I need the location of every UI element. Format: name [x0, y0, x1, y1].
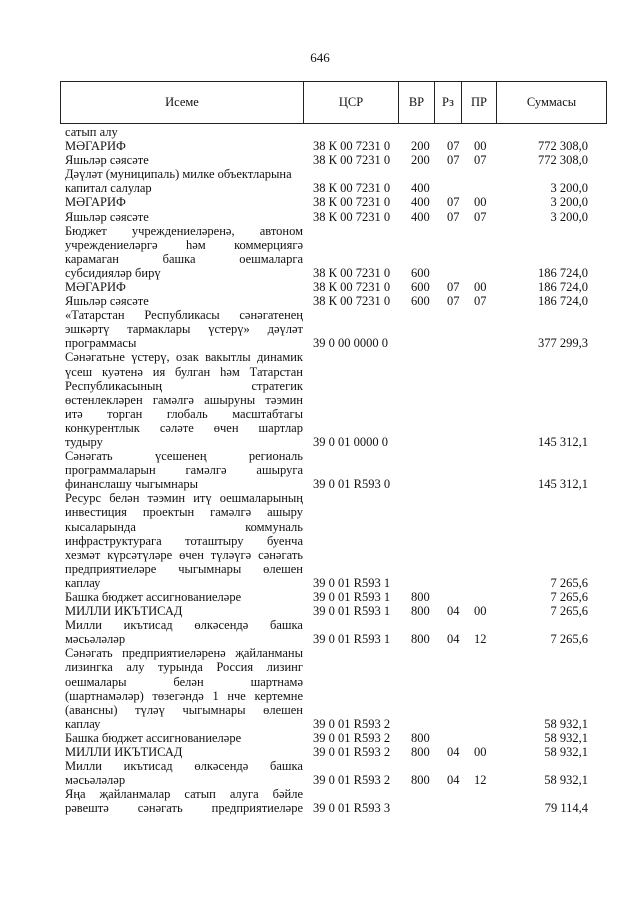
- row-csr: 38 К 00 7231 0: [313, 153, 391, 168]
- row-name: тудыру: [65, 434, 103, 449]
- row-pr: 12: [474, 773, 487, 788]
- row-name: (шартнамәләр) төзегәндә 1 нче кертемне: [65, 688, 303, 703]
- row-pr: 07: [474, 294, 487, 309]
- row-pr: 00: [474, 195, 487, 210]
- row-vr: 800: [411, 604, 430, 619]
- row-pr: 07: [474, 153, 487, 168]
- row-name: Милли икътисад өлкәсендә башка: [65, 759, 303, 774]
- row-csr: 39 0 01 R593 1: [313, 604, 391, 619]
- row-name: Бюджет учреждениеләренә, автоном: [65, 223, 303, 238]
- row-name: сатып алу: [65, 125, 118, 139]
- row-sum: 377 299,3: [538, 336, 588, 351]
- row-csr: 38 К 00 7231 0: [313, 279, 391, 294]
- row-vr: 800: [411, 632, 430, 647]
- row-sum: 79 114,4: [544, 801, 588, 816]
- row-name: үсеш куәтенә ия булган һәм Татарстан: [65, 364, 303, 379]
- row-csr: 39 0 01 R593 0: [313, 477, 391, 492]
- header-csr: ЦСР: [304, 82, 399, 123]
- row-csr: 39 0 01 R593 1: [313, 575, 391, 590]
- row-name: Сәнәгать үсешенең региональ: [65, 449, 303, 464]
- row-vr: 400: [411, 209, 430, 224]
- row-csr: 38 К 00 7231 0: [313, 294, 391, 309]
- row-sum: 58 932,1: [544, 716, 588, 731]
- row-name: карамаган башка оешмаларга: [65, 251, 303, 266]
- header-sum: Суммасы: [526, 95, 577, 109]
- row-vr: 600: [411, 279, 430, 294]
- row-pr: 00: [474, 604, 487, 619]
- row-sum: 7 265,6: [550, 604, 588, 619]
- row-name: Ресурс белән тәэмин итү оешмаларының: [65, 491, 303, 506]
- row-pr: 00: [474, 744, 487, 759]
- row-csr: 39 0 01 R593 2: [313, 773, 391, 788]
- row-name: конкурентлык сәләте өчен шартлар: [65, 420, 303, 435]
- row-csr: 38 К 00 7231 0: [313, 209, 391, 224]
- row-rz: 07: [447, 294, 460, 309]
- row-name: учреждениеләргә һәм коммерциягә: [65, 237, 303, 252]
- row-name: МӘГАРИФ: [65, 195, 126, 210]
- row-name: каплау: [65, 716, 101, 731]
- row-sum: 7 265,6: [550, 632, 588, 647]
- row-name: оешмалары белән шартнамә: [65, 674, 303, 689]
- row-name: МИЛЛИ ИКЪТИСАД: [65, 604, 183, 619]
- row-name: каплау: [65, 575, 101, 590]
- header-name: Исеме: [61, 82, 304, 123]
- row-name: Сәнәгатьне үстерү, озак вакытлы динамик: [65, 350, 303, 365]
- row-name: Яшьләр сәясәте: [65, 153, 149, 168]
- row-name: мәсьәләләр: [65, 632, 126, 647]
- row-name: рәвештә сәнәгать предприятиеләре: [65, 801, 303, 816]
- row-sum: 7 265,6: [550, 589, 588, 604]
- row-name: инвестиция проектын гамәлгә ашыру: [65, 505, 303, 520]
- row-name: Башка бюджет ассигнованиеләре: [65, 589, 242, 604]
- row-sum: 145 312,1: [538, 477, 588, 492]
- row-sum: 145 312,1: [538, 434, 588, 449]
- row-name: финанслашу чыгымнары: [65, 477, 199, 492]
- row-sum: 186 724,0: [538, 279, 588, 294]
- row-sum: 7 265,6: [550, 575, 588, 590]
- header-vr: ВР: [399, 82, 435, 123]
- row-vr: 200: [411, 139, 430, 154]
- row-name: инфраструктурага тоташтыру буенча: [65, 533, 303, 548]
- row-csr: 39 0 01 R593 1: [313, 632, 391, 647]
- row-sum: 186 724,0: [538, 294, 588, 309]
- row-name: (авансны) түләү чыгымнары өлешен: [65, 702, 303, 717]
- row-sum: 3 200,0: [550, 181, 588, 196]
- row-vr: 200: [411, 153, 430, 168]
- row-vr: 800: [411, 589, 430, 604]
- row-name: программаларын гамәлгә ашыруга: [65, 463, 303, 478]
- row-sum: 772 308,0: [538, 139, 588, 154]
- row-sum: 58 932,1: [544, 744, 588, 759]
- row-sum: 58 932,1: [544, 730, 588, 745]
- row-name: предприятиеләре чыгымнары өлешен: [65, 561, 303, 576]
- row-csr: 38 К 00 7231 0: [313, 139, 391, 154]
- row-name: МӘГАРИФ: [65, 139, 126, 154]
- row-sum: 58 932,1: [544, 773, 588, 788]
- row-name: хезмәт күрсәтүләре өчен түләүгә сәнәгать: [65, 547, 303, 562]
- row-name: субсидияләр бирү: [65, 265, 161, 280]
- row-pr: 00: [474, 279, 487, 294]
- row-csr: 39 0 01 0000 0: [313, 434, 388, 449]
- row-name: Яңа җайланмалар сатып алуга бәйле: [65, 787, 303, 802]
- row-csr: 38 К 00 7231 0: [313, 195, 391, 210]
- row-sum: 186 724,0: [538, 265, 588, 280]
- row-vr: 400: [411, 195, 430, 210]
- row-name: Башка бюджет ассигнованиеләре: [65, 730, 242, 745]
- row-vr: 400: [411, 181, 430, 196]
- row-pr: 07: [474, 209, 487, 224]
- header-rz: Рз: [435, 82, 462, 123]
- row-csr: 39 0 01 R593 1: [313, 589, 391, 604]
- row-rz: 07: [447, 195, 460, 210]
- row-vr: 600: [411, 265, 430, 280]
- row-name: Сәнәгать предприятиеләренә җайланманы: [65, 646, 303, 661]
- row-name: Яшьләр сәясәте: [65, 209, 149, 224]
- row-csr: 39 0 01 R593 2: [313, 716, 391, 731]
- row-sum: 3 200,0: [550, 195, 588, 210]
- row-rz: 07: [447, 139, 460, 154]
- row-rz: 04: [447, 632, 460, 647]
- row-rz: 07: [447, 209, 460, 224]
- header-pr: ПР: [462, 82, 497, 123]
- row-vr: 800: [411, 730, 430, 745]
- row-rz: 07: [447, 153, 460, 168]
- row-csr: 39 0 00 0000 0: [313, 336, 388, 351]
- row-sum: 3 200,0: [550, 209, 588, 224]
- row-sum: 772 308,0: [538, 153, 588, 168]
- row-name: программасы: [65, 336, 137, 351]
- row-name: өстенлекләрен гамәлгә ашыруны тәэмин: [65, 392, 303, 407]
- row-csr: 39 0 01 R593 2: [313, 730, 391, 745]
- row-csr: 39 0 01 R593 2: [313, 744, 391, 759]
- row-name: лизингка алу турында Россия лизинг: [65, 660, 303, 675]
- row-rz: 04: [447, 744, 460, 759]
- row-name: Республикасының стратегик: [65, 378, 303, 393]
- row-name: Яшьләр сәясәте: [65, 294, 149, 309]
- row-name: мәсьәләләр: [65, 773, 126, 788]
- row-pr: 12: [474, 632, 487, 647]
- row-rz: 04: [447, 604, 460, 619]
- row-name: кысаларында коммуналь: [65, 519, 303, 534]
- page-number: 646: [310, 50, 330, 65]
- row-name: «Татарстан Республикасы сәнәгатенең: [65, 308, 303, 323]
- row-name: итә торган глобаль масштабтагы: [65, 406, 303, 421]
- row-vr: 800: [411, 744, 430, 759]
- row-csr: 38 К 00 7231 0: [313, 265, 391, 280]
- row-name: эшкәртү тармаклары үстерү» дәүләт: [65, 322, 303, 337]
- row-rz: 04: [447, 773, 460, 788]
- row-rz: 07: [447, 279, 460, 294]
- row-csr: 39 0 01 R593 3: [313, 801, 391, 816]
- row-name: МӘГАРИФ: [65, 279, 126, 294]
- row-name: Милли икътисад өлкәсендә башка: [65, 618, 303, 633]
- row-name: МИЛЛИ ИКЪТИСАД: [65, 744, 183, 759]
- row-csr: 38 К 00 7231 0: [313, 181, 391, 196]
- row-vr: 800: [411, 773, 430, 788]
- row-name: Дәүләт (муниципаль) милке объектларына: [65, 167, 292, 182]
- row-vr: 600: [411, 294, 430, 309]
- row-name: капитал салулар: [65, 181, 152, 196]
- row-pr: 00: [474, 139, 487, 154]
